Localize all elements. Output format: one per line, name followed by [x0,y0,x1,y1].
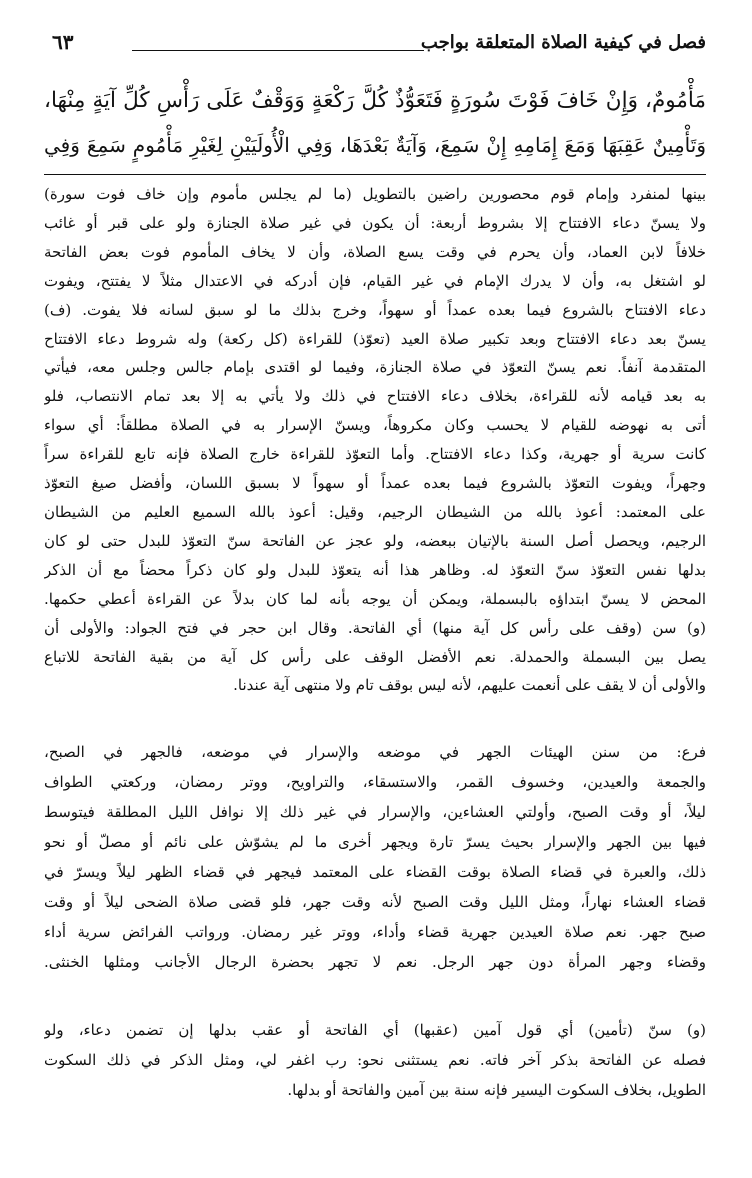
commentary-line: بدلها نفس التعوّذ سنّ التعوّذ له. وظاهر هذا أنه يتعوّذ للبدل ولو كان ذكراً محضاً مع أن الذكر [44,560,706,579]
commentary-line: الطويل، بخلاف السكوت اليسير فإنه سنة بين آمين والفاتحة أو بدلها. [287,1081,706,1099]
commentary-line: فصله عن الفاتحة بذكر آخر فاته. نعم يستثنى نحو: رب اغفر لي، ومثل الذكر في ذلك السكوت [44,1051,706,1069]
commentary-line: خلافاً لابن العماد، وأن يحرم في وقت يسع الصلاة، وأن لا يخاف المأموم فوت بعض الفاتحة [44,242,706,261]
commentary-line: لو اشتغل به، وأن لا يدرك الإمام في غير القيام، فإن أدركه في الاعتدال مثلاً لا يفتتح، ويفوت [44,271,706,290]
commentary-line: المتقدمة آنفاً. نعم يسنّ التعوّذ في صلاة الجنازة، وفيما لو اقتدى بإمام جالس وجلس معه، فيأتي [44,358,706,377]
commentary-line: (و) سنّ (تأمين) أي قول آمين (عقبها) أي الفاتحة أو عقب بدلها إن تضمن دعاء، ولو [44,1021,706,1039]
commentary-line: المحض لا يسنّ ابتداؤه بالبسملة، ويمكن أن يوجه بأنه لما كان بدلاً عن القراءة أعطي حكمها. [44,589,706,608]
commentary-line: بينها لمنفرد وإمام قوم محصورين راضين بالتطويل (ما لم يجلس مأموم وإن خاف فوت سورة) [44,185,706,203]
commentary-line: (و) سن (وقف على رأس كل آية منها) أي الفاتحة. وقال ابن حجر في فتح الجواد: والأولى أن [44,618,706,637]
commentary-block [44,180,706,700]
commentary-line: أتى به نهوضه للقيام لا يحسب وكان مكروهاً، ويسنّ الإسرار به في الصلاة مطلقاً: أي سواء [44,416,706,435]
commentary-line: وجهراً، ويفوت التعوّذ بالشروع فيما بعده عمداً أو سهواً لا بسبق اللسان، وأفضل صيغ التعوّذ [44,474,706,493]
main-text-line: مَأْمُومٌ، وَإِنْ خَافَ فَوْتَ سُورَةٍ فَتَعَوُّذٌ كُلَّ رَكْعَةٍ وَوَقْفٌ عَلَى رَأْسِ كُلِّ آيَةٍ مِنْهَا، [44,88,706,113]
page-number: ٦٣ [52,30,74,54]
commentary-line: يسنّ بعد دعاء الافتتاح وبعد تكبير صلاة العيد (تعوّذ) للقراءة (كل ركعة) وله شروط دعاء الافتتاح [44,329,706,348]
commentary-block [44,737,706,977]
commentary-line: على المعتمد: أعوذ بالله من الشيطان الرجيم، وقيل: أعوذ بالله السميع العليم من الشيطان [44,502,706,521]
header-rule [132,50,424,51]
commentary-line: والأولى أن لا يقف على أنعمت عليهم، لأنه ليس بوقف تام ولا منتهى آية عندنا. [233,676,706,695]
commentary-line: فيها بين الجهر والإسرار بحيث يسرّ تارة ويجهر أخرى ما لم يشوّش على نائم أو مصلّ أو نحو [44,833,706,851]
commentary-line: ذلك، والعبرة في قضاء الصلاة بوقت القضاء على المعتمد فيجهر في قضاء الظهر ليلاً ويسرّ في [44,863,706,881]
commentary-line: يصل بين البسملة والحمدلة. نعم الأفضل الوقف على رأس كل آية من بقية الفاتحة للاتباع [44,647,706,666]
commentary-line: كانت سرية أو جهرية، وكذا دعاء الافتتاح. وأما التعوّذ للقراءة خارج الصلاة فإنه تابع للقراءة سراً [44,445,706,464]
text-divider [44,174,706,175]
chapter-title: فصل في كيفية الصلاة المتعلقة بواجب [420,32,706,53]
commentary-line: فرع: من سنن الهيئات الجهر في موضعه والإسرار في موضعه، فالجهر في الصبح، [44,743,706,761]
commentary-line: ليلاً، أو وقت الصبح، وأولتي العشاءين، والإسرار في غير ذلك إلا نوافل الليل المطلقة فيتوسط [44,803,706,821]
commentary-line: وقضاء وجهر المرأة دون جهر الرجل. نعم لا تجهر بحضرة الرجال الأجانب ومثلها الخنثى. [44,953,706,971]
commentary-line: قضاء العشاء نهاراً، ومثل الليل وقت الصبح لأنه وقت جهر، فلو قضى صلاة الضحى ليلاً أو وقت [44,893,706,911]
commentary-line: دعاء الافتتاح بالشروع فيما بعده عمداً أو سهواً، وخرج بذلك ما لو سبق لسانه فلا يفوت. (ف) [44,300,706,319]
running-header [44,28,706,68]
commentary-line: الرجيم، ويحصل أصل السنة بالإتيان ببعضه، ولو عجز عن الفاتحة سنّ التعوّذ للبدل حتى لو كان [44,531,706,550]
commentary-line: صبح جهر. نعم صلاة العيدين جهرية قضاء وأداء، ووتر غير رمضان. ورواتب الفرائض سرية أداء [44,923,706,941]
main-text [44,78,706,168]
commentary-line: به بعد قيامه لأنه للقراءة، بخلاف دعاء الافتتاح في ذلك ولا يأتي به إلا بعد تمام الانتصاب، فلو [44,387,706,406]
main-text-line: وَتَأْمِينٌ عَقِبَهَا وَمَعَ إِمَامِهِ إِنْ سَمِعَ، وَآيَةٌ بَعْدَهَا، وَفِي الْأُولَيَيْنِ لِغَيْرِ مَأْمُومٍ سَمِعَ وَفِي [44,133,706,157]
commentary-block [44,1015,706,1105]
commentary-line: ولا يسنّ دعاء الافتتاح إلا بشروط أربعة: أن يكون في غير صلاة الجنازة ولو على قبر أو غائب [44,213,706,232]
commentary-line: والجمعة والعيدين، وخسوف القمر، والاستسقاء، والتراويح، ووتر رمضان، وركعتي الطواف [44,773,706,791]
